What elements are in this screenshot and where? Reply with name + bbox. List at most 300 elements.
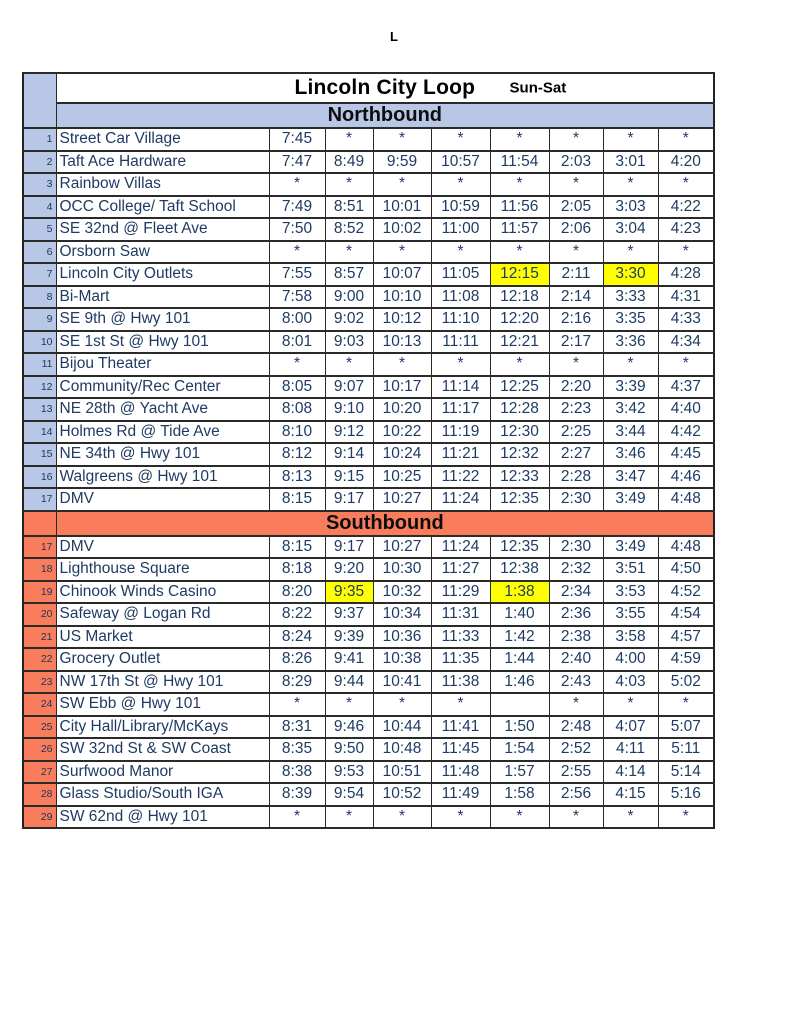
time-cell: 10:22 — [373, 421, 431, 444]
time-cell: 11:57 — [490, 218, 549, 241]
time-cell: * — [603, 128, 658, 151]
stop-name: DMV — [56, 536, 269, 559]
time-cell: 9:15 — [325, 466, 373, 489]
time-cell: 3:04 — [603, 218, 658, 241]
time-cell: 4:48 — [658, 488, 714, 511]
time-cell: 2:36 — [549, 603, 603, 626]
table-row — [23, 353, 714, 376]
time-cell: * — [490, 128, 549, 151]
time-cell: 8:18 — [269, 558, 325, 581]
time-cell: 2:17 — [549, 331, 603, 354]
time-cell: 10:41 — [373, 671, 431, 694]
time-cell: 12:30 — [490, 421, 549, 444]
time-cell: 3:36 — [603, 331, 658, 354]
time-cell: * — [658, 353, 714, 376]
table-row — [23, 738, 714, 761]
table-row — [23, 581, 714, 604]
time-cell: 4:50 — [658, 558, 714, 581]
time-cell: * — [431, 128, 490, 151]
row-number: 12 — [23, 376, 56, 399]
stop-name: US Market — [56, 626, 269, 649]
time-cell: 8:20 — [269, 581, 325, 604]
time-cell: 8:13 — [269, 466, 325, 489]
table-row — [23, 196, 714, 219]
time-cell: 12:20 — [490, 308, 549, 331]
time-cell: 2:32 — [549, 558, 603, 581]
time-cell: 3:33 — [603, 286, 658, 309]
time-cell: 10:13 — [373, 331, 431, 354]
time-cell: 10:44 — [373, 716, 431, 739]
time-cell: * — [490, 173, 549, 196]
time-cell: 10:27 — [373, 536, 431, 559]
time-cell: * — [373, 693, 431, 716]
page-title: Lincoln City Loop — [294, 76, 476, 99]
time-cell: 8:57 — [325, 263, 373, 286]
row-number: 17 — [23, 488, 56, 511]
time-cell: 9:50 — [325, 738, 373, 761]
time-cell: 10:17 — [373, 376, 431, 399]
time-cell: 4:46 — [658, 466, 714, 489]
time-cell: 2:43 — [549, 671, 603, 694]
time-cell: * — [325, 241, 373, 264]
time-cell: 1:44 — [490, 648, 549, 671]
time-cell: 11:49 — [431, 783, 490, 806]
stop-name: Grocery Outlet — [56, 648, 269, 671]
time-cell: 2:34 — [549, 581, 603, 604]
time-cell: 1:50 — [490, 716, 549, 739]
time-cell: 1:46 — [490, 671, 549, 694]
time-cell: 4:40 — [658, 398, 714, 421]
time-cell: 4:07 — [603, 716, 658, 739]
time-cell: 2:03 — [549, 151, 603, 174]
time-cell: 4:11 — [603, 738, 658, 761]
time-cell: 10:10 — [373, 286, 431, 309]
time-cell: 11:00 — [431, 218, 490, 241]
row-number: 21 — [23, 626, 56, 649]
time-cell: 11:31 — [431, 603, 490, 626]
row-number: 7 — [23, 263, 56, 286]
time-cell: 2:40 — [549, 648, 603, 671]
time-cell: 11:29 — [431, 581, 490, 604]
time-cell: 10:07 — [373, 263, 431, 286]
time-cell: 11:05 — [431, 263, 490, 286]
stop-name: City Hall/Library/McKays — [56, 716, 269, 739]
time-cell: 9:03 — [325, 331, 373, 354]
time-cell: * — [325, 173, 373, 196]
time-cell: 4:23 — [658, 218, 714, 241]
stop-name: Taft Ace Hardware — [56, 151, 269, 174]
stop-name: Safeway @ Logan Rd — [56, 603, 269, 626]
section-header: Northbound — [56, 103, 714, 128]
time-cell: 10:02 — [373, 218, 431, 241]
time-cell: * — [325, 806, 373, 829]
table-row — [23, 488, 714, 511]
time-cell: 11:45 — [431, 738, 490, 761]
time-cell: 10:20 — [373, 398, 431, 421]
row-number: 26 — [23, 738, 56, 761]
time-cell: 3:35 — [603, 308, 658, 331]
time-cell-highlighted: 12:15 — [490, 263, 549, 286]
time-cell: 8:12 — [269, 443, 325, 466]
table-row — [23, 398, 714, 421]
time-cell: 4:33 — [658, 308, 714, 331]
stop-name: OCC College/ Taft School — [56, 196, 269, 219]
time-cell: 8:35 — [269, 738, 325, 761]
row-number: 24 — [23, 693, 56, 716]
time-cell: 10:57 — [431, 151, 490, 174]
time-cell: 2:06 — [549, 218, 603, 241]
title-row — [23, 73, 714, 103]
time-cell: * — [431, 693, 490, 716]
stop-name: SW 62nd @ Hwy 101 — [56, 806, 269, 829]
time-cell: * — [325, 693, 373, 716]
time-cell: * — [269, 241, 325, 264]
time-cell: 2:38 — [549, 626, 603, 649]
time-cell: 9:44 — [325, 671, 373, 694]
time-cell: 10:51 — [373, 761, 431, 784]
time-cell: 3:01 — [603, 151, 658, 174]
time-cell: 1:57 — [490, 761, 549, 784]
time-cell: 9:00 — [325, 286, 373, 309]
time-cell: 2:48 — [549, 716, 603, 739]
row-number: 4 — [23, 196, 56, 219]
stop-name: Lincoln City Outlets — [56, 263, 269, 286]
row-number: 14 — [23, 421, 56, 444]
time-cell: 11:17 — [431, 398, 490, 421]
table-row — [23, 443, 714, 466]
time-cell: * — [549, 693, 603, 716]
table-row — [23, 376, 714, 399]
stop-name: Orsborn Saw — [56, 241, 269, 264]
time-cell: 9:02 — [325, 308, 373, 331]
table-row — [23, 671, 714, 694]
time-cell-highlighted: 1:38 — [490, 581, 549, 604]
row-number: 25 — [23, 716, 56, 739]
stop-name: Holmes Rd @ Tide Ave — [56, 421, 269, 444]
time-cell: 12:33 — [490, 466, 549, 489]
time-cell: 10:12 — [373, 308, 431, 331]
time-cell: 10:01 — [373, 196, 431, 219]
time-cell: 10:30 — [373, 558, 431, 581]
stop-name: SE 1st St @ Hwy 101 — [56, 331, 269, 354]
time-cell: 9:59 — [373, 151, 431, 174]
time-cell: * — [325, 353, 373, 376]
table-row — [23, 783, 714, 806]
time-cell: * — [603, 241, 658, 264]
time-cell: 7:49 — [269, 196, 325, 219]
time-cell: 11:10 — [431, 308, 490, 331]
time-cell: 1:42 — [490, 626, 549, 649]
time-cell: * — [269, 353, 325, 376]
time-cell: * — [658, 693, 714, 716]
time-cell: 4:57 — [658, 626, 714, 649]
stop-name: Walgreens @ Hwy 101 — [56, 466, 269, 489]
table-row — [23, 648, 714, 671]
row-number: 29 — [23, 806, 56, 829]
time-cell: * — [431, 806, 490, 829]
stop-name: Bijou Theater — [56, 353, 269, 376]
time-cell: 3:46 — [603, 443, 658, 466]
time-cell: 11:35 — [431, 648, 490, 671]
time-cell: 2:55 — [549, 761, 603, 784]
time-cell: 4:00 — [603, 648, 658, 671]
time-cell: 11:33 — [431, 626, 490, 649]
time-cell: 11:48 — [431, 761, 490, 784]
time-cell: 10:24 — [373, 443, 431, 466]
time-cell: 12:25 — [490, 376, 549, 399]
row-number: 22 — [23, 648, 56, 671]
time-cell: * — [269, 806, 325, 829]
time-cell: 2:56 — [549, 783, 603, 806]
table-row — [23, 536, 714, 559]
time-cell: 2:16 — [549, 308, 603, 331]
time-cell: 4:15 — [603, 783, 658, 806]
time-cell: 3:03 — [603, 196, 658, 219]
time-cell: 7:45 — [269, 128, 325, 151]
time-cell: 9:41 — [325, 648, 373, 671]
time-cell: 8:31 — [269, 716, 325, 739]
table-row — [23, 603, 714, 626]
time-cell: 9:07 — [325, 376, 373, 399]
time-cell: 9:17 — [325, 536, 373, 559]
time-cell: 3:44 — [603, 421, 658, 444]
table-row — [23, 558, 714, 581]
time-cell: 8:51 — [325, 196, 373, 219]
time-cell: * — [549, 241, 603, 264]
time-cell: 8:00 — [269, 308, 325, 331]
time-cell — [490, 693, 549, 716]
time-cell: 2:23 — [549, 398, 603, 421]
time-cell: 11:08 — [431, 286, 490, 309]
stop-name: Lighthouse Square — [56, 558, 269, 581]
table-row — [23, 173, 714, 196]
time-cell: * — [490, 241, 549, 264]
page-header-letter: L — [390, 29, 398, 44]
time-cell: 5:14 — [658, 761, 714, 784]
table-row — [23, 241, 714, 264]
time-cell: 12:38 — [490, 558, 549, 581]
time-cell: 11:21 — [431, 443, 490, 466]
table-row — [23, 806, 714, 829]
time-cell: 8:39 — [269, 783, 325, 806]
time-cell: * — [549, 173, 603, 196]
row-number: 28 — [23, 783, 56, 806]
row-number: 2 — [23, 151, 56, 174]
stop-name: SW Ebb @ Hwy 101 — [56, 693, 269, 716]
time-cell: 3:47 — [603, 466, 658, 489]
time-cell: 4:20 — [658, 151, 714, 174]
schedule-days-label: Sun-Sat — [509, 79, 567, 97]
time-cell: 2:30 — [549, 488, 603, 511]
time-cell: * — [431, 173, 490, 196]
time-cell: 3:51 — [603, 558, 658, 581]
time-cell: * — [431, 241, 490, 264]
time-cell: * — [603, 806, 658, 829]
time-cell: * — [549, 353, 603, 376]
stop-name: Community/Rec Center — [56, 376, 269, 399]
time-cell: * — [373, 241, 431, 264]
time-cell: 3:58 — [603, 626, 658, 649]
time-cell: 2:52 — [549, 738, 603, 761]
row-number: 3 — [23, 173, 56, 196]
section-band-row — [23, 103, 714, 128]
time-cell: * — [269, 693, 325, 716]
time-cell: 9:17 — [325, 488, 373, 511]
stop-name: Glass Studio/South IGA — [56, 783, 269, 806]
time-cell: 11:11 — [431, 331, 490, 354]
time-cell: 7:47 — [269, 151, 325, 174]
table-row — [23, 128, 714, 151]
time-cell: 1:58 — [490, 783, 549, 806]
time-cell: 4:31 — [658, 286, 714, 309]
time-cell: 4:45 — [658, 443, 714, 466]
row-number: 18 — [23, 558, 56, 581]
row-number: 6 — [23, 241, 56, 264]
table-row — [23, 466, 714, 489]
time-cell: 8:26 — [269, 648, 325, 671]
time-cell: 3:53 — [603, 581, 658, 604]
time-cell: 9:10 — [325, 398, 373, 421]
time-cell: 4:48 — [658, 536, 714, 559]
time-cell: 11:19 — [431, 421, 490, 444]
time-cell: 9:53 — [325, 761, 373, 784]
time-cell: 8:24 — [269, 626, 325, 649]
time-cell: * — [658, 241, 714, 264]
time-cell: 11:24 — [431, 488, 490, 511]
stop-name: SE 32nd @ Fleet Ave — [56, 218, 269, 241]
time-cell: 12:35 — [490, 536, 549, 559]
time-cell: * — [603, 173, 658, 196]
time-cell: 3:49 — [603, 488, 658, 511]
time-cell: 11:38 — [431, 671, 490, 694]
time-cell: 4:54 — [658, 603, 714, 626]
table-row — [23, 151, 714, 174]
time-cell-highlighted: 9:35 — [325, 581, 373, 604]
row-number: 8 — [23, 286, 56, 309]
time-cell: 4:28 — [658, 263, 714, 286]
stop-name: Rainbow Villas — [56, 173, 269, 196]
row-number: 1 — [23, 128, 56, 151]
time-cell: * — [490, 806, 549, 829]
row-number: 9 — [23, 308, 56, 331]
time-cell: * — [603, 353, 658, 376]
time-cell: 9:46 — [325, 716, 373, 739]
time-cell: 10:25 — [373, 466, 431, 489]
time-cell: 11:14 — [431, 376, 490, 399]
time-cell: 11:22 — [431, 466, 490, 489]
stop-name: Bi-Mart — [56, 286, 269, 309]
time-cell: 2:30 — [549, 536, 603, 559]
row-number: 20 — [23, 603, 56, 626]
stop-name: Street Car Village — [56, 128, 269, 151]
table-row — [23, 286, 714, 309]
stop-name: SW 32nd St & SW Coast — [56, 738, 269, 761]
row-number: 17 — [23, 536, 56, 559]
time-cell: * — [549, 806, 603, 829]
section-band-row — [23, 511, 714, 536]
time-cell: * — [658, 173, 714, 196]
time-cell: 2:05 — [549, 196, 603, 219]
time-cell: * — [658, 128, 714, 151]
table-row — [23, 761, 714, 784]
row-number: 23 — [23, 671, 56, 694]
time-cell: 2:20 — [549, 376, 603, 399]
time-cell: 8:52 — [325, 218, 373, 241]
row-number: 11 — [23, 353, 56, 376]
time-cell: 4:37 — [658, 376, 714, 399]
time-cell: 10:27 — [373, 488, 431, 511]
table-row — [23, 263, 714, 286]
table-row — [23, 626, 714, 649]
time-cell: 10:48 — [373, 738, 431, 761]
time-cell: 9:54 — [325, 783, 373, 806]
time-cell: 8:49 — [325, 151, 373, 174]
row-number: 15 — [23, 443, 56, 466]
time-cell: 5:16 — [658, 783, 714, 806]
time-cell: 2:27 — [549, 443, 603, 466]
stop-name: NW 17th St @ Hwy 101 — [56, 671, 269, 694]
row-number: 19 — [23, 581, 56, 604]
time-cell: 4:34 — [658, 331, 714, 354]
time-cell: 1:40 — [490, 603, 549, 626]
time-cell: * — [431, 353, 490, 376]
schedule-table — [22, 72, 715, 829]
time-cell: * — [269, 173, 325, 196]
time-cell: * — [603, 693, 658, 716]
time-cell: 9:39 — [325, 626, 373, 649]
time-cell: 4:59 — [658, 648, 714, 671]
time-cell: 12:21 — [490, 331, 549, 354]
time-cell: 2:14 — [549, 286, 603, 309]
row-number: 13 — [23, 398, 56, 421]
row-number: 27 — [23, 761, 56, 784]
table-row — [23, 331, 714, 354]
section-header: Southbound — [56, 511, 714, 536]
time-cell: * — [373, 173, 431, 196]
stop-name: SE 9th @ Hwy 101 — [56, 308, 269, 331]
time-cell: 9:37 — [325, 603, 373, 626]
time-cell: 11:54 — [490, 151, 549, 174]
stop-name: Surfwood Manor — [56, 761, 269, 784]
table-row — [23, 218, 714, 241]
time-cell: 2:28 — [549, 466, 603, 489]
time-cell: 4:52 — [658, 581, 714, 604]
time-cell: * — [549, 128, 603, 151]
time-cell: 7:55 — [269, 263, 325, 286]
time-cell: 2:11 — [549, 263, 603, 286]
time-cell: 9:14 — [325, 443, 373, 466]
time-cell: 10:38 — [373, 648, 431, 671]
table-row — [23, 716, 714, 739]
time-cell: 12:35 — [490, 488, 549, 511]
time-cell: 2:25 — [549, 421, 603, 444]
time-cell: 7:50 — [269, 218, 325, 241]
time-cell: 3:39 — [603, 376, 658, 399]
stop-name: NE 34th @ Hwy 101 — [56, 443, 269, 466]
time-cell: 11:56 — [490, 196, 549, 219]
time-cell: 3:49 — [603, 536, 658, 559]
time-cell: * — [490, 353, 549, 376]
time-cell: 8:38 — [269, 761, 325, 784]
time-cell: 7:58 — [269, 286, 325, 309]
time-cell: 10:59 — [431, 196, 490, 219]
time-cell: 5:11 — [658, 738, 714, 761]
time-cell: 8:29 — [269, 671, 325, 694]
time-cell: 4:42 — [658, 421, 714, 444]
time-cell: 10:52 — [373, 783, 431, 806]
time-cell: * — [373, 806, 431, 829]
time-cell: 4:14 — [603, 761, 658, 784]
